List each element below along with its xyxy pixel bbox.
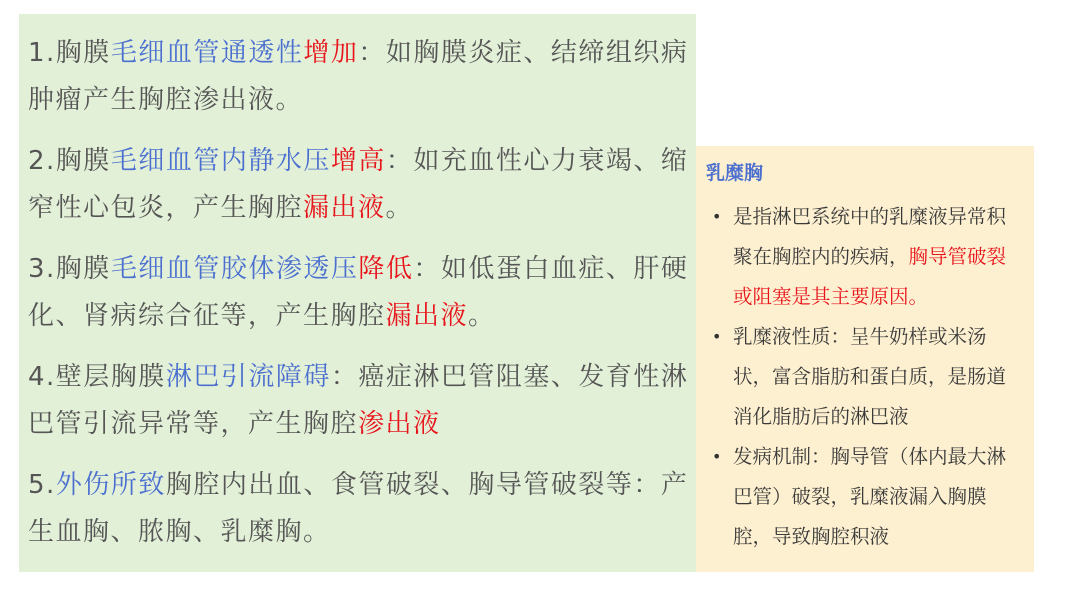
cause-5-examples: 胸腔内出血、食管破裂、胸导管破裂等：产生血胸、脓胸、乳糜胸。	[28, 470, 689, 547]
cause-item-3	[28, 246, 696, 339]
chylothorax-title: 乳糜胸	[706, 162, 764, 184]
cause-1-examples: ：如胸膜炎症、结缔组织病肿瘤产生胸腔渗出液。	[28, 38, 689, 115]
cause-3-change: 降低	[358, 254, 414, 284]
causes-panel	[19, 14, 696, 572]
cause-2-examples: ：如充血性心力衰竭、缩窄性心包炎，产生胸腔	[28, 146, 689, 223]
cause-4-fluid-type: 渗出液	[358, 408, 441, 439]
cause-1-change: 增加	[303, 38, 359, 68]
bullet-icon: •	[712, 447, 722, 466]
cause-2-fluid-type: 漏出液	[303, 192, 386, 223]
bullet-icon: •	[712, 207, 722, 226]
cause-1-number: 1.胸膜	[28, 38, 111, 68]
definition-cause: 胸导管破裂或阻塞是其主要原因。	[733, 245, 1007, 308]
cause-3-number: 3.胸膜	[28, 254, 111, 284]
cause-5-mechanism: 外伤所致	[55, 470, 166, 500]
cause-3-examples: ：如低蛋白血症、肝硬化、肾病综合征等，产生胸腔	[28, 254, 689, 331]
cause-3-end: 。	[468, 300, 496, 331]
cause-4-examples: ：癌症淋巴管阻塞、发育性淋巴管引流异常等，产生胸腔	[28, 362, 689, 439]
cause-item-2	[28, 138, 696, 231]
cause-2-end: 。	[385, 192, 414, 223]
chylothorax-list	[706, 197, 1024, 557]
cause-item-5	[28, 462, 696, 555]
definition-text: 是指淋巴系统中的乳糜液异常积聚在胸腔内的疾病，	[733, 205, 1007, 268]
cause-3-fluid-type: 漏出液	[385, 300, 469, 331]
cause-5-number: 5.	[28, 470, 56, 500]
cause-2-number: 2.胸膜	[28, 146, 111, 176]
pathogenesis-item	[706, 437, 1024, 557]
cause-4-number: 4.壁层胸膜	[28, 362, 166, 392]
chyle-nature-text: 乳糜液性质：呈牛奶样或米汤状，富含脂肪和蛋白质，是肠道消化脂肪后的淋巴液	[733, 325, 1007, 428]
cause-4-mechanism: 淋巴引流障碍	[165, 362, 331, 392]
cause-3-mechanism: 毛细血管胶体渗透压	[110, 254, 359, 284]
chylothorax-definition-item	[706, 197, 1024, 317]
chylothorax-panel	[696, 146, 1034, 572]
cause-2-change: 增高	[330, 146, 386, 176]
pathogenesis-text: 发病机制：胸导管（体内最大淋巴管）破裂，乳糜液漏入胸膜腔，导致胸腔积液	[733, 445, 1007, 548]
cause-item-1	[28, 30, 696, 123]
cause-item-4	[28, 354, 696, 447]
cause-1-mechanism: 毛细血管通透性	[110, 38, 304, 68]
bullet-icon: •	[712, 327, 722, 346]
chyle-nature-item	[706, 317, 1024, 437]
cause-2-mechanism: 毛细血管内静水压	[110, 146, 331, 176]
